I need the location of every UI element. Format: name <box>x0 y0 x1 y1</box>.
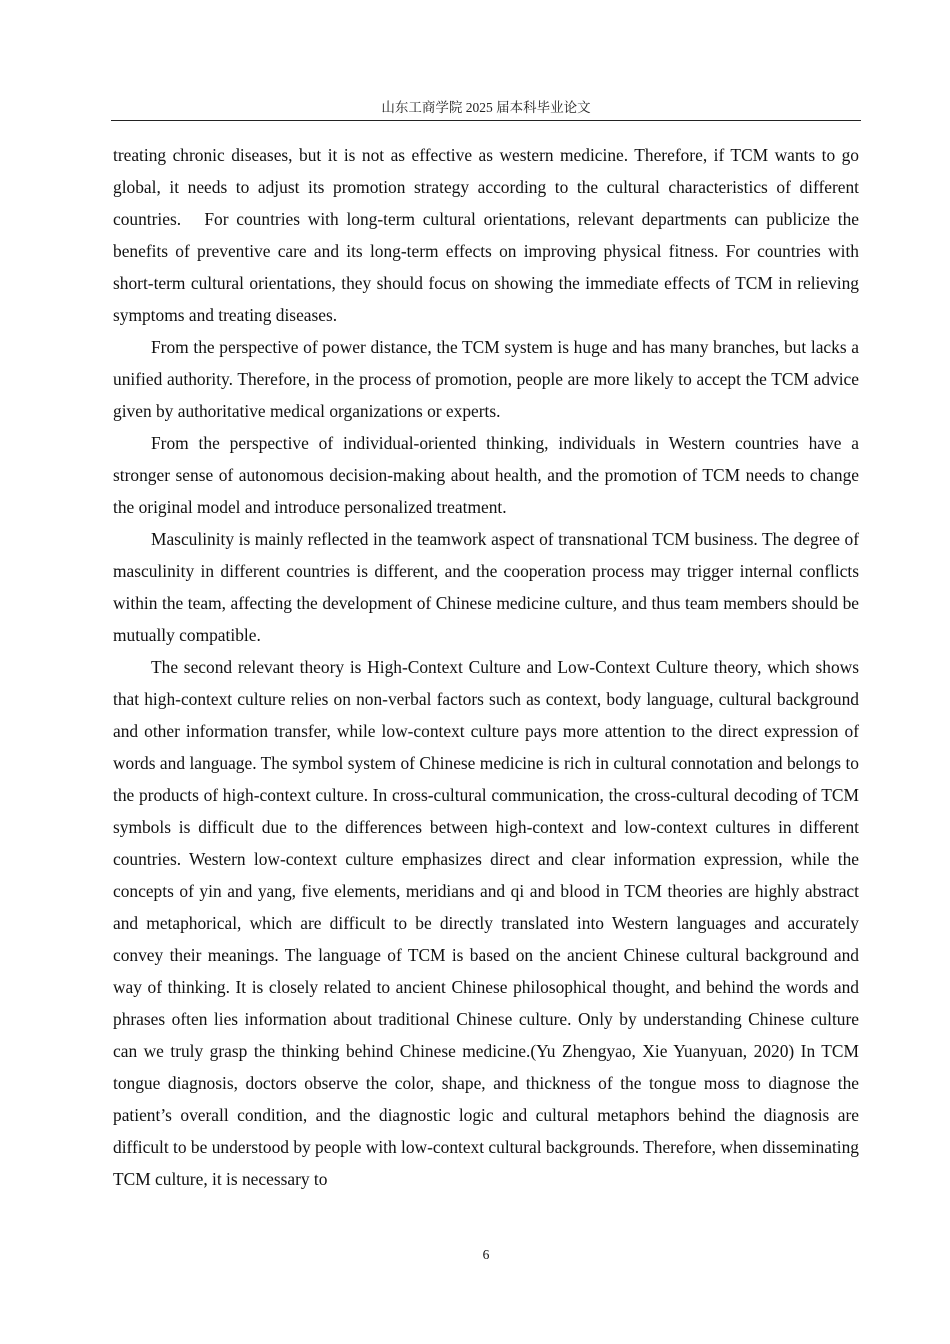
body-text <box>113 139 859 1195</box>
running-header: 山东工商学院 2025 届本科毕业论文 <box>381 100 591 115</box>
paragraph-continuation: treating chronic diseases, but it is not as effective as western medicine. Therefore, if TCM wants to go global, it needs to adjust its promotion strategy according to the cultural characteristics of different countries. For countries with long-term cultural orientations, relevant departments can publicize the benefits of preventive care and its long-term effects on improving physical fitness. For countries with short-term cultural orientations, they should focus on showing the immediate effects of TCM in relieving symptoms and treating diseases. <box>113 145 859 325</box>
paragraph-power-distance: From the perspective of power distance, the TCM system is huge and has many branches, but lacks a unified authority. Therefore, in the process of promotion, people are more likely to accept the TCM advice given by authoritative medical organizations or experts. <box>113 337 859 421</box>
paragraph-high-low-context: The second relevant theory is High-Context Culture and Low-Context Culture theory, which shows that high-context culture relies on non-verbal factors such as context, body language, cultural background and other information transfer, while low-context culture pays more attention to the direct expression of words and language. The symbol system of Chinese medicine is rich in cultural connotation and belongs to the products of high-context culture. In cross-cultural communication, the cross-cultural decoding of TCM symbols is difficult due to the differences between high-context and low-context cultures in different countries. Western low-context culture emphasizes direct and clear information expression, while the concepts of yin and yang, five elements, meridians and qi and blood in TCM theories are highly abstract and metaphorical, which are difficult to be directly translated into Western languages and accurately convey their meanings. The language of TCM is based on the ancient Chinese cultural background and way of thinking. It is closely related to ancient Chinese philosophical thought, and behind the words and phrases often lies information about traditional Chinese culture. Only by understanding Chinese culture can we truly grasp the thinking behind Chinese medicine.(Yu Zhengyao, Xie Yuanyuan, 2020) In TCM tongue diagnosis, doctors observe the color, shape, and thickness of the tongue moss to diagnose the patient’s overall condition, and the diagnostic logic and cultural metaphors behind the diagnosis are difficult to be understood by people with low-context cultural backgrounds. Therefore, when disseminating TCM culture, it is necessary to <box>113 657 860 1189</box>
page-number: 6 <box>482 1247 490 1262</box>
paragraph-masculinity: Masculinity is mainly reflected in the teamwork aspect of transnational TCM business. The degree of masculinity in different countries is different, and the cooperation process may trigger internal conflicts within the team, affecting the development of Chinese medicine culture, and thus team members should be mutually compatible. <box>113 529 859 645</box>
header-rule <box>111 120 861 121</box>
paragraph-individualism: From the perspective of individual-oriented thinking, individuals in Western countries have a stronger sense of autonomous decision-making about health, and the promotion of TCM needs to change the original model and introduce personalized treatment. <box>113 433 859 517</box>
